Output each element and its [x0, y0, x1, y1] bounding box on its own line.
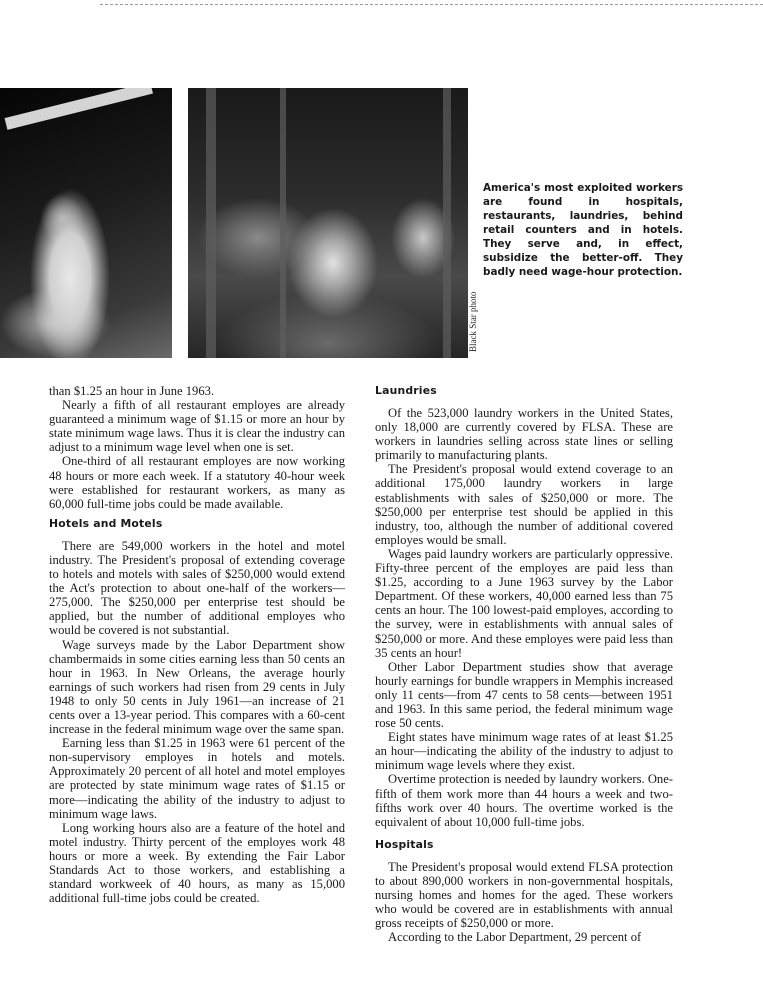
worker-photo-left	[0, 88, 172, 358]
paragraph: Of the 523,000 laundry workers in the United States, only 18,000 are currently covered by FLSA. These are workers in laundries selling across state lines or selling primarily to manufacturing plants.	[375, 406, 673, 463]
paragraph: Wages paid laundry workers are particularly oppressive. Fifty-three percent of the employes are paid less than $1.25, according to a June 1963 survey by the Labor Department. Of these workers, 40,000 earned less than 75 cents an hour. The 100 lowest-paid employes, according to the survey, were in establishments with annual sales of $250,000 or more. And these employes were paid less than 35 cents an hour!	[375, 546, 673, 660]
paragraph: Overtime protection is needed by laundry workers. One-fifth of them work more than 44 hours a week and two-fifths work over 40 hours. The overtime worked is the equivalent of about 10,000 full-time jobs.	[375, 772, 673, 829]
paragraph: than $1.25 an hour in June 1963.	[49, 384, 215, 398]
background-post	[206, 88, 216, 358]
top-dashed-rule	[100, 4, 763, 5]
section-heading-hospitals: Hospitals	[375, 837, 434, 851]
paragraph: The President's proposal would extend FLSA protection to about 890,000 workers in non-governmental hospitals, nursing homes and homes for the aged. These workers who would be covered are in establishments with annual gross receipts of $250,000 or more.	[375, 859, 673, 931]
photo-credit-text: Black Star photo	[468, 291, 478, 352]
right-column	[375, 384, 673, 944]
paragraph: The President's proposal would extend coverage to an additional 175,000 laundry workers in large establishments with sales of $250,000 or more. The $250,000 per enterprise test should be applied in this industry, too, although the number of additional covered employes would be small.	[375, 462, 673, 547]
left-column	[49, 384, 345, 905]
paragraph: Earning less than $1.25 in 1963 were 61 percent of the non-supervisory employes in hotels and motels. Approximately 20 percent of all hotel and motel employes are protected by state minimum wage rates of $1.15 or more—indicating the ability of the industry to adjust to minimum wage laws.	[49, 736, 345, 821]
paragraph: Wage surveys made by the Labor Department show chambermaids in some cities earning less than 50 cents an hour in 1963. In New Orleans, the average hourly earnings of such workers had risen from 29 cents in July 1948 to only 50 cents in July 1961—an increase of 21 cents over a 13-year period. This compares with a 60-cent increase in the federal minimum wage over the same span.	[49, 637, 345, 737]
section-heading-laundries: Laundries	[375, 384, 437, 397]
mop-handle-shape	[5, 88, 153, 130]
photo-credit	[468, 290, 480, 360]
paragraph: Eight states have minimum wage rates of at least $1.25 an hour—indicating the ability of the industry to adjust to minimum wage levels where they exist.	[375, 730, 673, 773]
section-heading-hotels: Hotels and Motels	[49, 516, 163, 530]
background-post	[443, 88, 451, 358]
photo-caption: America's most exploited workers are found in hospitals, restaurants, laundries, behind retail counters and in hotels. They serve and, in effect, subsidize the better-off. They badly need wage-hour protection.	[483, 182, 683, 278]
paragraph: Other Labor Department studies show that average hourly earnings for bundle wrappers in Memphis increased only 11 cents—from 47 cents to 58 cents—between 1951 and 1963. In this same period, the federal minimum wage rose 50 cents.	[375, 659, 673, 731]
paragraph: Long working hours also are a feature of the hotel and motel industry. Thirty percent of the employes work 48 hours or more a week. By extending the Fair Labor Standards Act to those workers, and establishing a standard workweek of 40 hours, as many as 15,000 additional full-time jobs could be created.	[49, 820, 345, 906]
paragraph: There are 549,000 workers in the hotel and motel industry. The President's proposal of extending coverage to hotels and motels with sales of $250,000 would extend the Act's protection to about one-half of the workers—275,000. The $250,000 per enterprise test should be applied, but the number of additional employes who would be covered is not substantial.	[49, 538, 345, 638]
paragraph: Nearly a fifth of all restaurant employes are already guaranteed a minimum wage of $1.15 or more an hour by state minimum wage laws. Thus it is clear the industry can adjust to a minimum wage level when one is set.	[49, 398, 345, 455]
worker-photo-right	[188, 88, 468, 358]
paragraph: According to the Labor Department, 29 percent of	[388, 930, 642, 945]
background-post	[280, 88, 286, 358]
paragraph: One-third of all restaurant employes are now working 48 hours or more each week. If a statutory 40-hour week were established for restaurant workers, as many as 60,000 full-time jobs could be made available.	[49, 454, 345, 511]
